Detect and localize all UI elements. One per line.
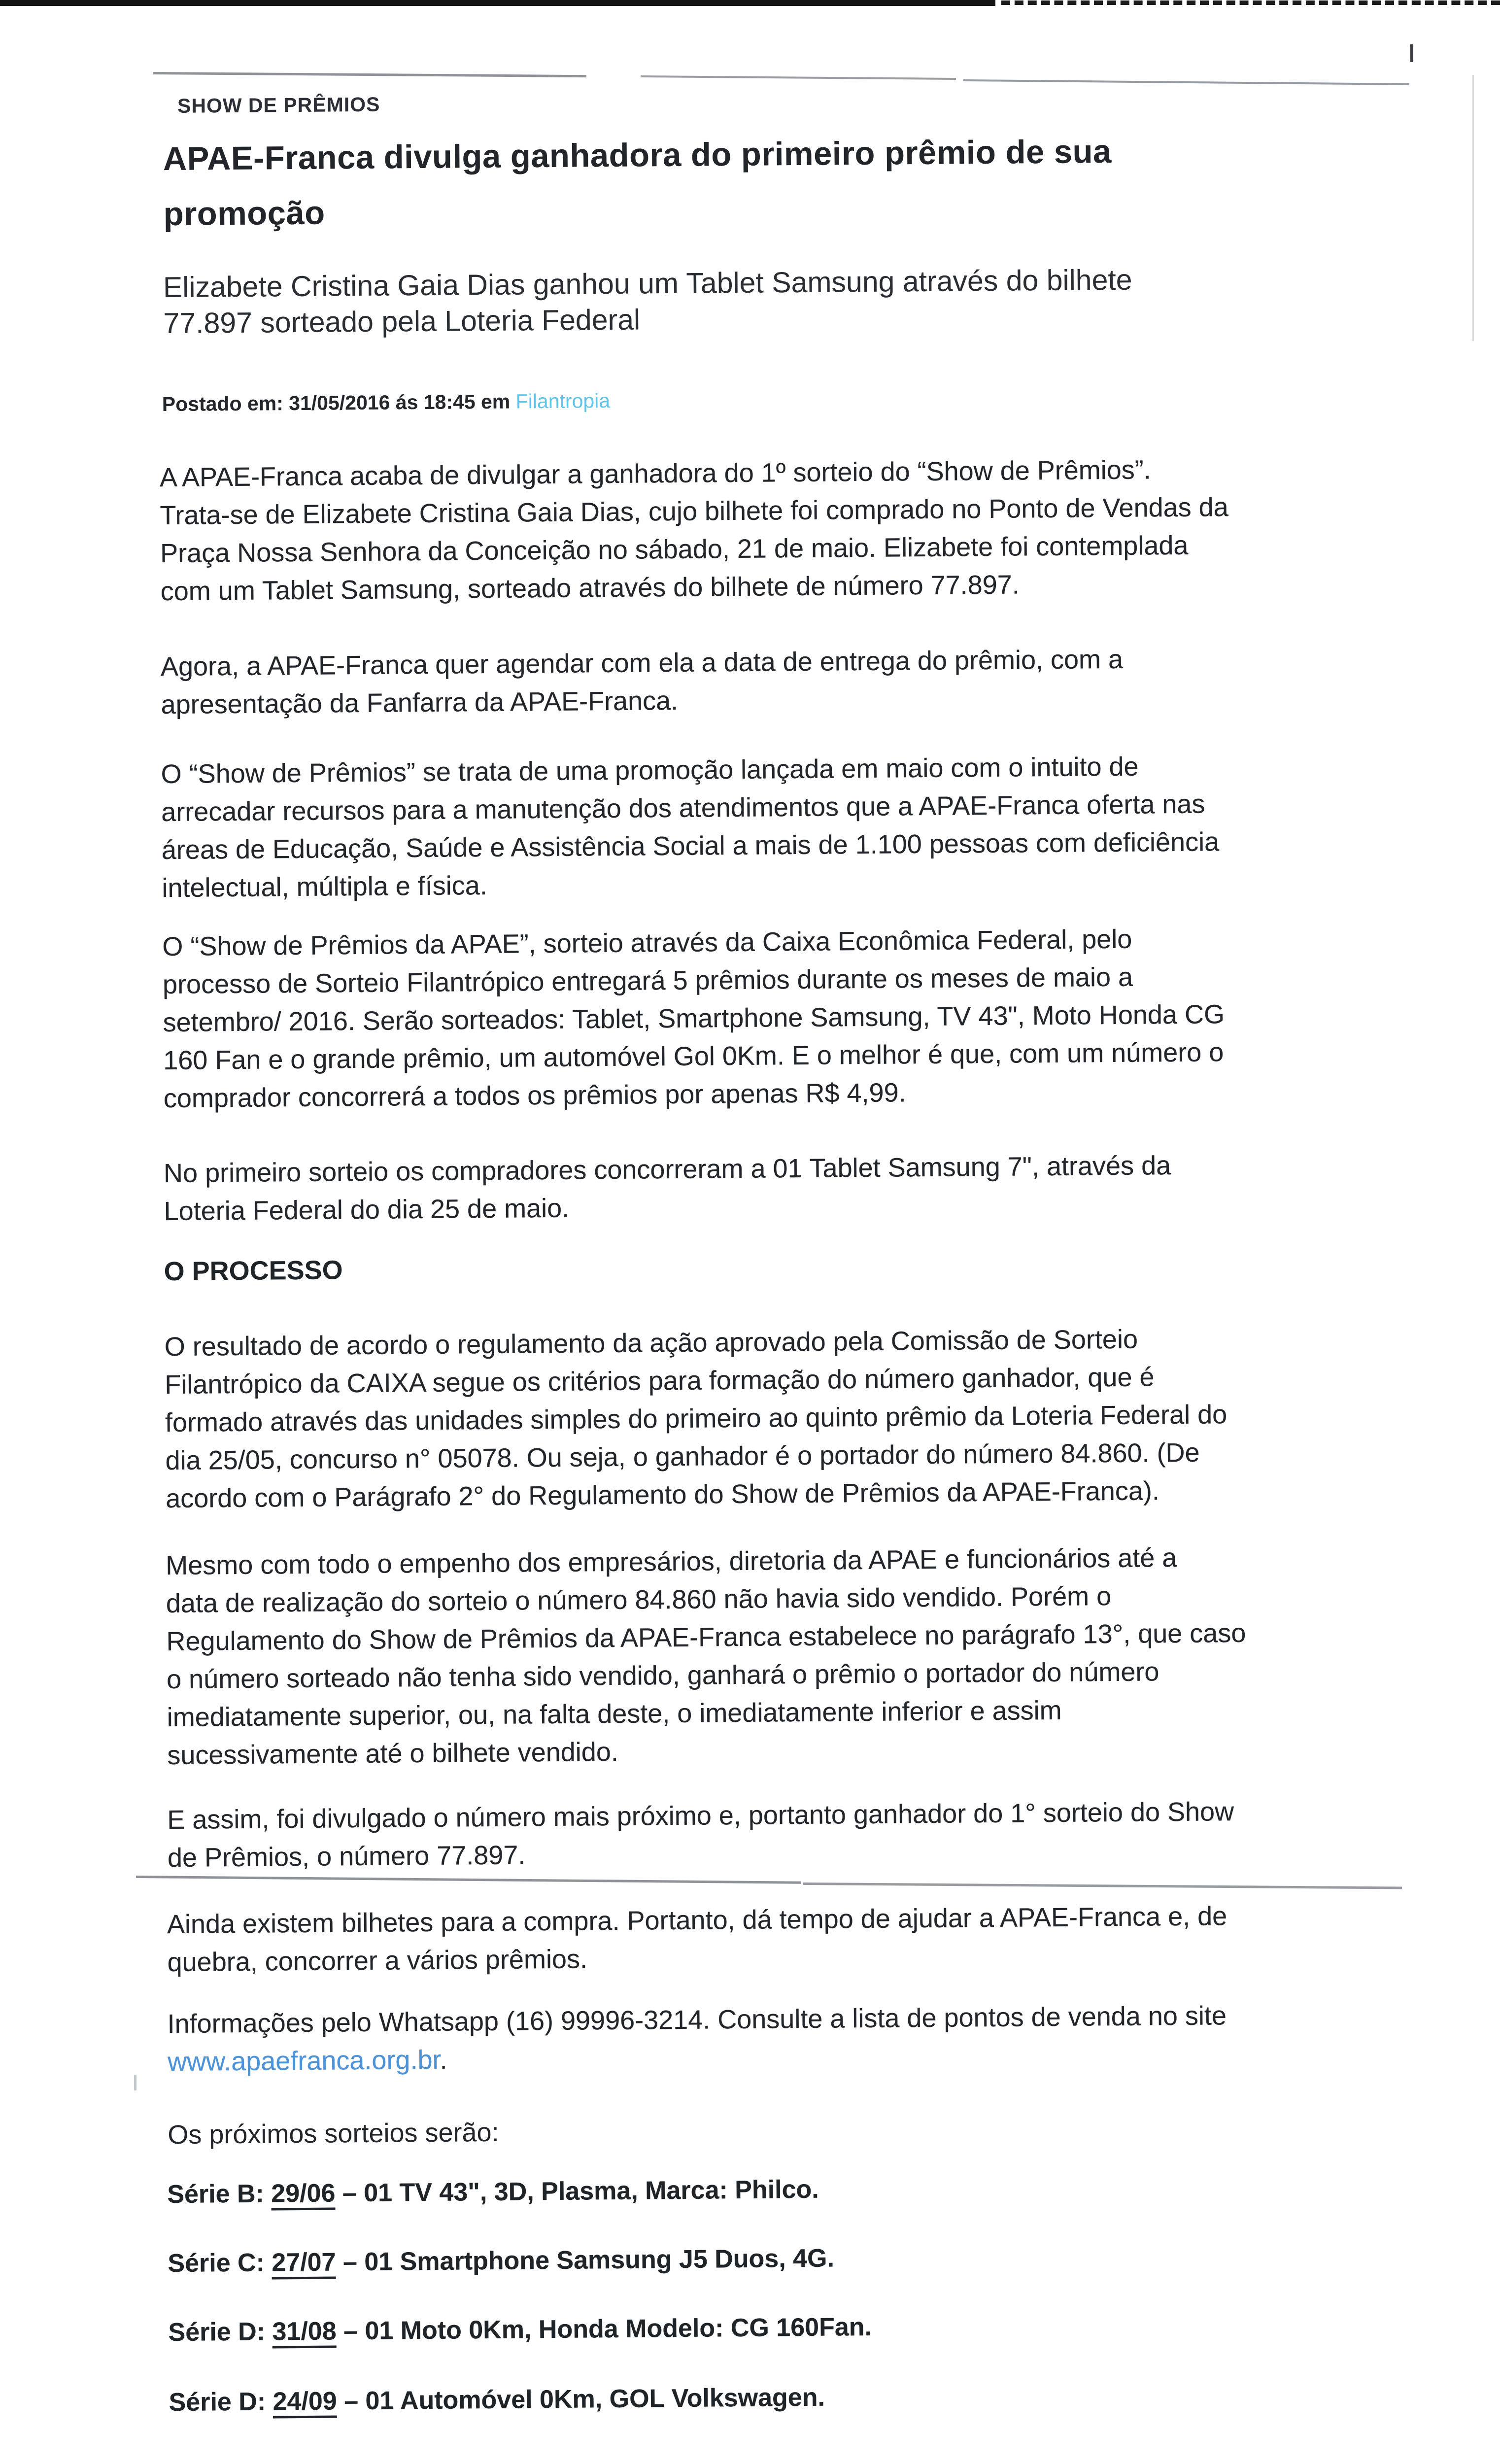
posted-prefix: Postado em: 31/05/2016 ás 18:45 em — [162, 390, 516, 416]
draw-date-link[interactable]: 29/06 — [271, 2180, 336, 2210]
paragraph-unsold-number: Mesmo com todo o empenho dos empresários, diretoria da APAE e funcionários até a data de realização do sorteio o número 84.860 não havia sido vendido. Porém o Regulamento do Show de Prêmios da APAE-Franca estabelece no parágrafo 13°, que caso o número sorteado não tenha sido vendido, ganhará o prêmio o portador do número imediatamente superior, ou, na falta deste, o imediatamente inferior e assim sucessivamente até o bilhete vendido. — [166, 1543, 1246, 1771]
posted-category-link[interactable]: Filantropia — [515, 389, 611, 413]
article-title: APAE-Franca divulga ganhadora do primeiro prêmio de sua promoção — [163, 133, 1112, 233]
draw-row-serie-d-moto — [168, 2312, 872, 2349]
draw-series-label: Série D: — [169, 2387, 273, 2417]
draw-description: – 01 Smartphone Samsung J5 Duos, 4G. — [336, 2244, 835, 2277]
draw-description: – 01 Automóvel 0Km, GOL Volkswagen. — [337, 2383, 825, 2416]
draw-date-link[interactable]: 27/07 — [272, 2249, 336, 2279]
draw-date-link[interactable]: 24/09 — [273, 2388, 337, 2418]
paragraph-tickets-available: Ainda existem bilhetes para a compra. Portanto, dá tempo de ajudar a APAE-Franca e, de quebra, concorrer a vários prêmios. — [167, 1901, 1227, 1978]
category-label: SHOW DE PRÊMIOS — [177, 93, 380, 117]
draw-description: – 01 Moto 0Km, Honda Modelo: CG 160Fan. — [336, 2312, 872, 2346]
site-link[interactable]: www.apaefranca.org.br — [167, 2045, 440, 2077]
draw-row-serie-d-automovel — [169, 2383, 825, 2419]
paragraph-contact-info — [167, 1995, 1429, 2081]
paragraph-winning-number: E assim, foi divulgado o número mais próximo e, portanto ganhador do 1° sorteio do Show de Prêmios, o número 77.897. — [167, 1797, 1234, 1873]
paragraph-process-rules: O resultado de acordo o regulamento da ação aprovado pela Comissão de Sorteio Filantrópico da CAIXA segue os critérios para formação do número ganhador, que é formado através das unidades simples do primeiro ao quinto prêmio da Loteria Federal do dia 25/05, concurso n° 05078. Ou seja, o ganhador é o portador do número 84.860. (De acordo com o Parágrafo 2° do Regulamento do Show de Prêmios da APAE-Franca). — [164, 1324, 1227, 1514]
draw-series-label: Série D: — [168, 2317, 273, 2347]
section-heading-processo: O PROCESSO — [164, 1255, 343, 1287]
paragraph-prizes-list: O “Show de Prêmios da APAE”, sorteio através da Caixa Econômica Federal, pelo processo de Sorteio Filantrópico entregará 5 prêmios durante os meses de maio a setembro/ 2016. Serão sorteados: Tablet, Smartphone Samsung, TV 43", Moto Honda CG 160 Fan e o grande prêmio, um automóvel Gol 0Km. E o melhor é que, com um número o comprador concorrerá a todos os prêmios por apenas R$ 4,99. — [162, 924, 1225, 1114]
paragraph-prize-delivery: Agora, a APAE-Franca quer agendar com ela a data de entrega do prêmio, com a apresentação da Fanfarra da APAE-Franca. — [160, 644, 1124, 720]
contact-text: Informações pelo Whatsapp (16) 99996-3214. Consulte a lista de pontos de venda no site — [167, 2001, 1227, 2039]
paragraph-first-draw: No primeiro sorteio os compradores concorreram a 01 Tablet Samsung 7", através da Loteria Federal do dia 25 de maio. — [163, 1151, 1171, 1227]
draw-row-serie-c — [168, 2244, 834, 2280]
posted-meta — [162, 389, 611, 416]
draw-description: – 01 TV 43", 3D, Plasma, Marca: Philco. — [335, 2175, 819, 2208]
paragraph-promotion-purpose: O “Show de Prêmios” se trata de uma promoção lançada em maio com o intuito de arrecadar recursos para a manutenção dos atendimentos que a APAE-Franca oferta nas áreas de Educação, Saúde e Assistência Social a mais de 1.100 pessoas com deficiência intelectual, múltipla e física. — [161, 752, 1220, 903]
draw-row-serie-b — [167, 2175, 819, 2211]
site-link-suffix: . — [440, 2045, 447, 2075]
draw-series-label: Série C: — [168, 2248, 272, 2278]
draw-date-link[interactable]: 31/08 — [272, 2318, 337, 2348]
paragraph-winner-announcement: A APAE-Franca acaba de divulgar a ganhadora do 1º sorteio do “Show de Prêmios”. Trata-se de Elizabete Cristina Gaia Dias, cujo bilhete foi comprado no Ponto de Vendas da Praça Nossa Senhora da Conceição no sábado, 21 de maio. Elizabete foi contemplada com um Tablet Samsung, sorteado através do bilhete de número 77.897. — [159, 455, 1228, 607]
draw-series-label: Série B: — [167, 2179, 272, 2209]
article-subtitle: Elizabete Cristina Gaia Dias ganhou um Tablet Samsung através do bilhete 77.897 sorteado pela Loteria Federal — [163, 263, 1132, 340]
next-draws-intro: Os próximos sorteios serão: — [168, 2117, 499, 2150]
